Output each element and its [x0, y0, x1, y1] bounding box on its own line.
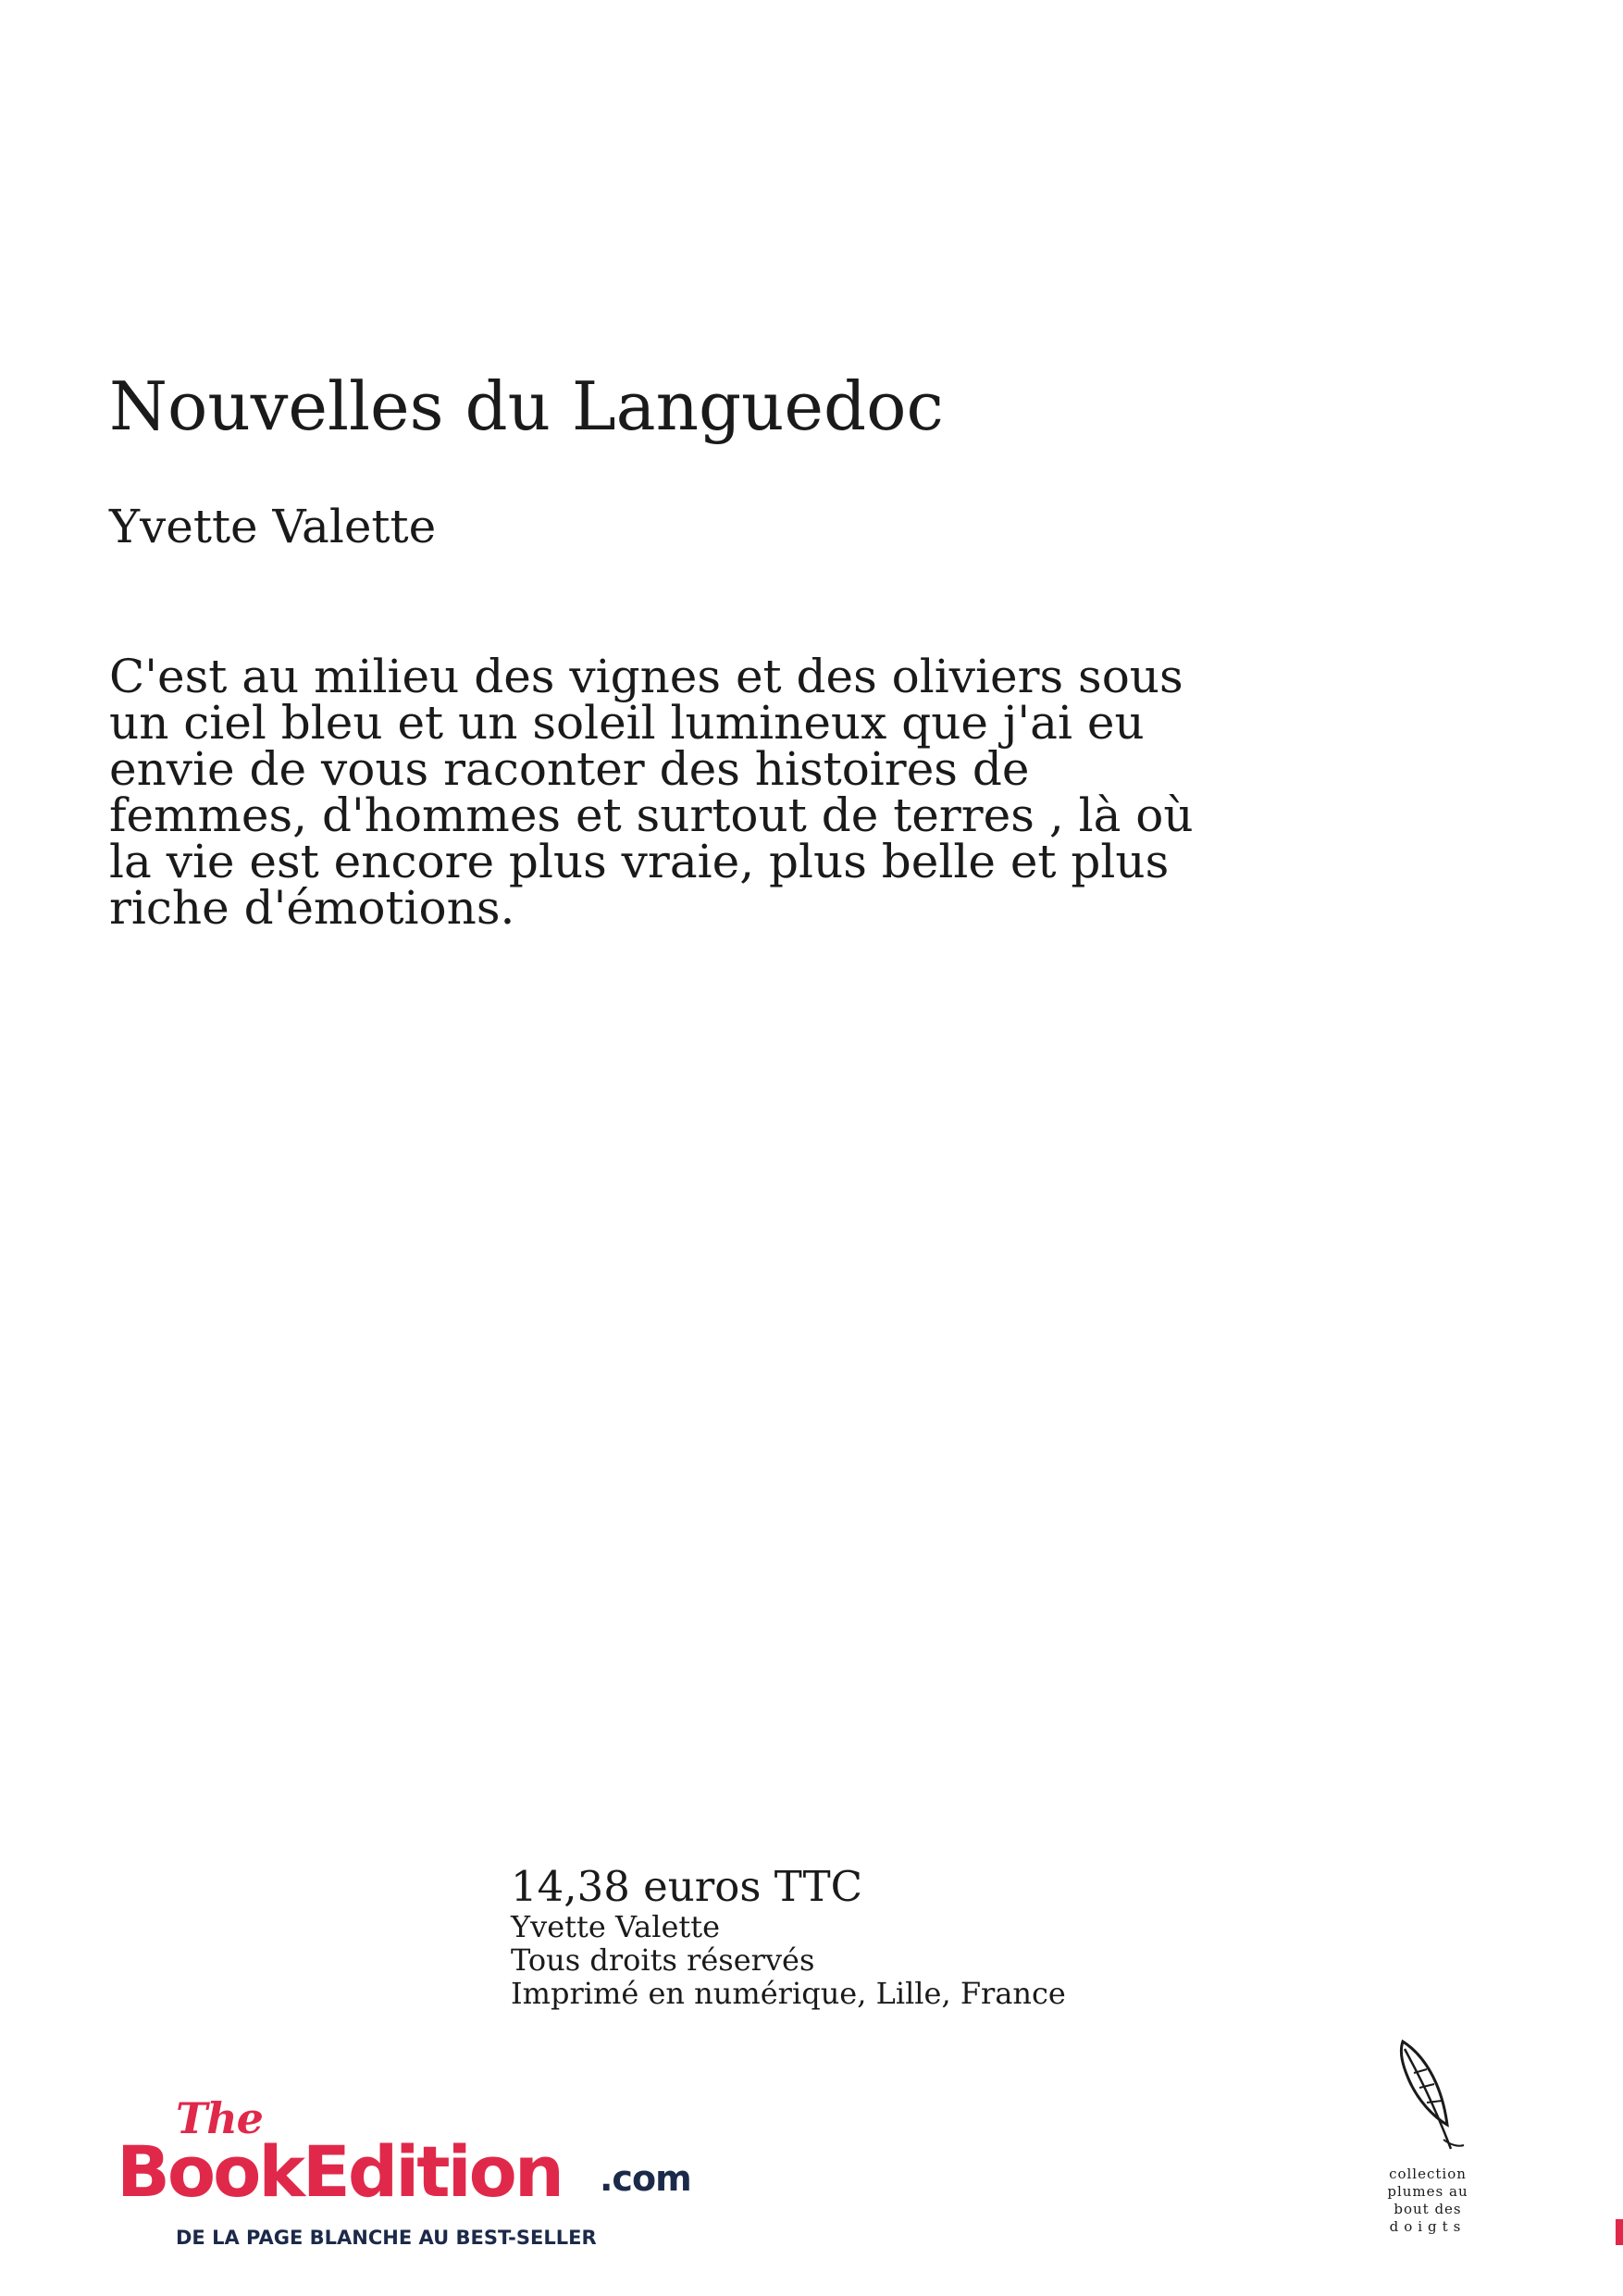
- summary-line: la vie est encore plus vraie, plus belle et plus: [109, 835, 1170, 888]
- edge-color-mark: [1616, 2219, 1623, 2245]
- book-title: Nouvelles du Languedoc: [109, 367, 944, 445]
- book-author: Yvette Valette: [109, 500, 437, 553]
- logo-tagline: DE LA PAGE BLANCHE AU BEST-SELLER: [176, 2227, 597, 2249]
- collection-line: collection: [1389, 2166, 1467, 2182]
- logo-name: BookEdition: [117, 2130, 562, 2213]
- feather-icon: [1386, 2036, 1469, 2156]
- printing-notice: Imprimé en numérique, Lille, France: [511, 1975, 1066, 2011]
- book-summary: [109, 650, 1238, 935]
- logo-tld: .com: [600, 2158, 691, 2199]
- collection-line: doigts: [1389, 2218, 1467, 2235]
- collection-mark: [1377, 2036, 1479, 2236]
- summary-line: un ciel bleu et un soleil lumineux que j'ai eu: [109, 696, 1145, 750]
- colophon: [511, 1864, 1066, 2010]
- colophon-author: Yvette Valette: [511, 1908, 721, 1944]
- rights-notice: Tous droits réservés: [511, 1942, 815, 1978]
- collection-line: plumes au: [1387, 2183, 1468, 2200]
- collection-line: bout des: [1394, 2201, 1462, 2217]
- price: 14,38 euros TTC: [511, 1862, 863, 1911]
- summary-line: femmes, d'hommes et surtout de terres , là où: [109, 788, 1194, 842]
- logo-the: The: [176, 2093, 263, 2143]
- summary-line: riche d'émotions.: [109, 881, 515, 935]
- summary-line: envie de vous raconter des histoires de: [109, 742, 1030, 796]
- summary-line: C'est au milieu des vignes et des oliviers sous: [109, 650, 1183, 703]
